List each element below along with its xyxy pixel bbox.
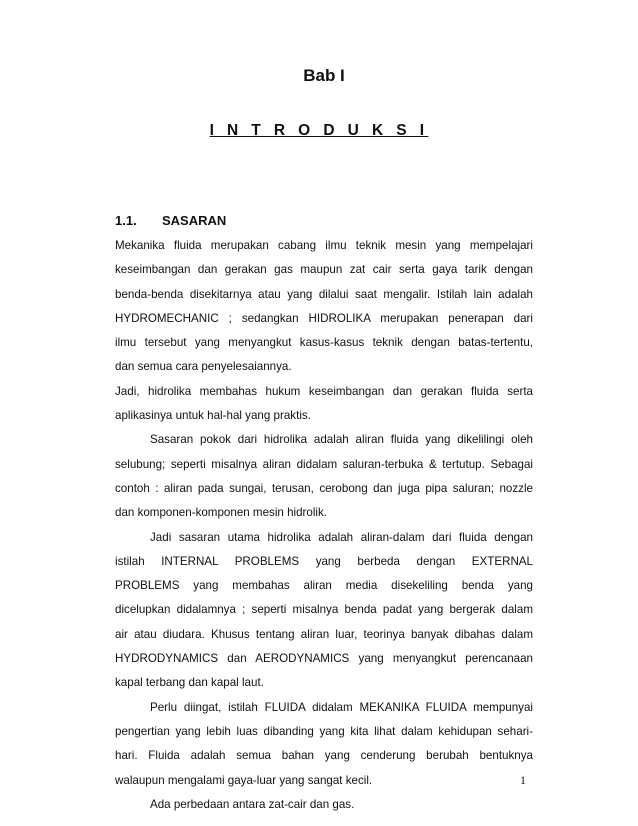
text-line: PROBLEMS yang membahas aliran media disekeliling benda yang <box>115 579 533 593</box>
text-line: kapal terbang dan kapal laut. <box>115 676 264 690</box>
text-line: HYDRODYNAMICS dan AERODYNAMICS yang menyangkut perencanaan <box>115 652 533 666</box>
text-line: dan semua cara penyelesaiannya. <box>115 360 292 374</box>
text-line: Jadi sasaran utama hidrolika adalah aliran-dalam dari fluida dengan <box>150 530 533 544</box>
text-line: air atau diudara. Khusus tentang aliran luar, teorinya banyak dibahas dalam <box>115 627 533 641</box>
text-line: selubung; seperti misalnya aliran didalam saluran-terbuka & tertutup. Sebagai <box>115 457 533 471</box>
chapter-title: I N T R O D U K S I <box>209 122 429 139</box>
section-title: SASARAN <box>162 213 227 228</box>
text-line: benda-benda disekitarnya atau yang dilalui saat mengalir. Istilah lain adalah <box>115 287 533 301</box>
text-line: contoh : aliran pada sungai, terusan, cerobong dan juga pipa saluran; nozzle <box>115 481 533 495</box>
text-line: dan komponen-komponen mesin hidrolik. <box>115 506 328 520</box>
chapter-heading: Bab I <box>303 66 345 85</box>
text-line: dicelupkan didalamnya ; seperti misalnya benda padat yang bergerak dalam <box>115 603 533 617</box>
text-line: pengertian yang lebih luas dibanding yang kita lihat dalam kehidupan sehari- <box>115 724 533 738</box>
text-line: Jadi, hidrolika membahas hukum keseimbangan dan gerakan fluida serta <box>115 384 533 398</box>
text-line: HYDROMECHANIC ; sedangkan HIDROLIKA merupakan penerapan dari <box>115 311 533 325</box>
text-line: Ada perbedaan antara zat-cair dan gas. <box>150 797 355 811</box>
text-line: Sasaran pokok dari hidrolika adalah aliran fluida yang dikelilingi oleh <box>150 433 533 447</box>
text-line: keseimbangan dan gerakan gas maupun zat cair serta gaya tarik dengan <box>115 263 533 277</box>
text-line: Mekanika fluida merupakan cabang ilmu teknik mesin yang mempelajari <box>115 239 533 252</box>
text-line: walaupun mengalami gaya-luar yang sangat kecil. <box>115 773 373 787</box>
text-line: ilmu tersebut yang menyangkut kasus-kasus teknik dengan batas-tertentu, <box>115 336 533 350</box>
text-line: Perlu diingat, istilah FLUIDA didalam MEKANIKA FLUIDA mempunyai <box>150 700 533 714</box>
section-number: 1.1. <box>115 213 137 228</box>
page-number: 1 <box>520 773 526 787</box>
text-line: aplikasinya untuk hal-hal yang praktis. <box>115 409 311 423</box>
text-line: hari. Fluida adalah semua bahan yang cenderung berubah bentuknya <box>115 749 533 763</box>
text-line: istilah INTERNAL PROBLEMS yang berbeda dengan EXTERNAL <box>115 554 533 568</box>
section-heading <box>115 213 226 228</box>
body-text <box>115 236 533 819</box>
